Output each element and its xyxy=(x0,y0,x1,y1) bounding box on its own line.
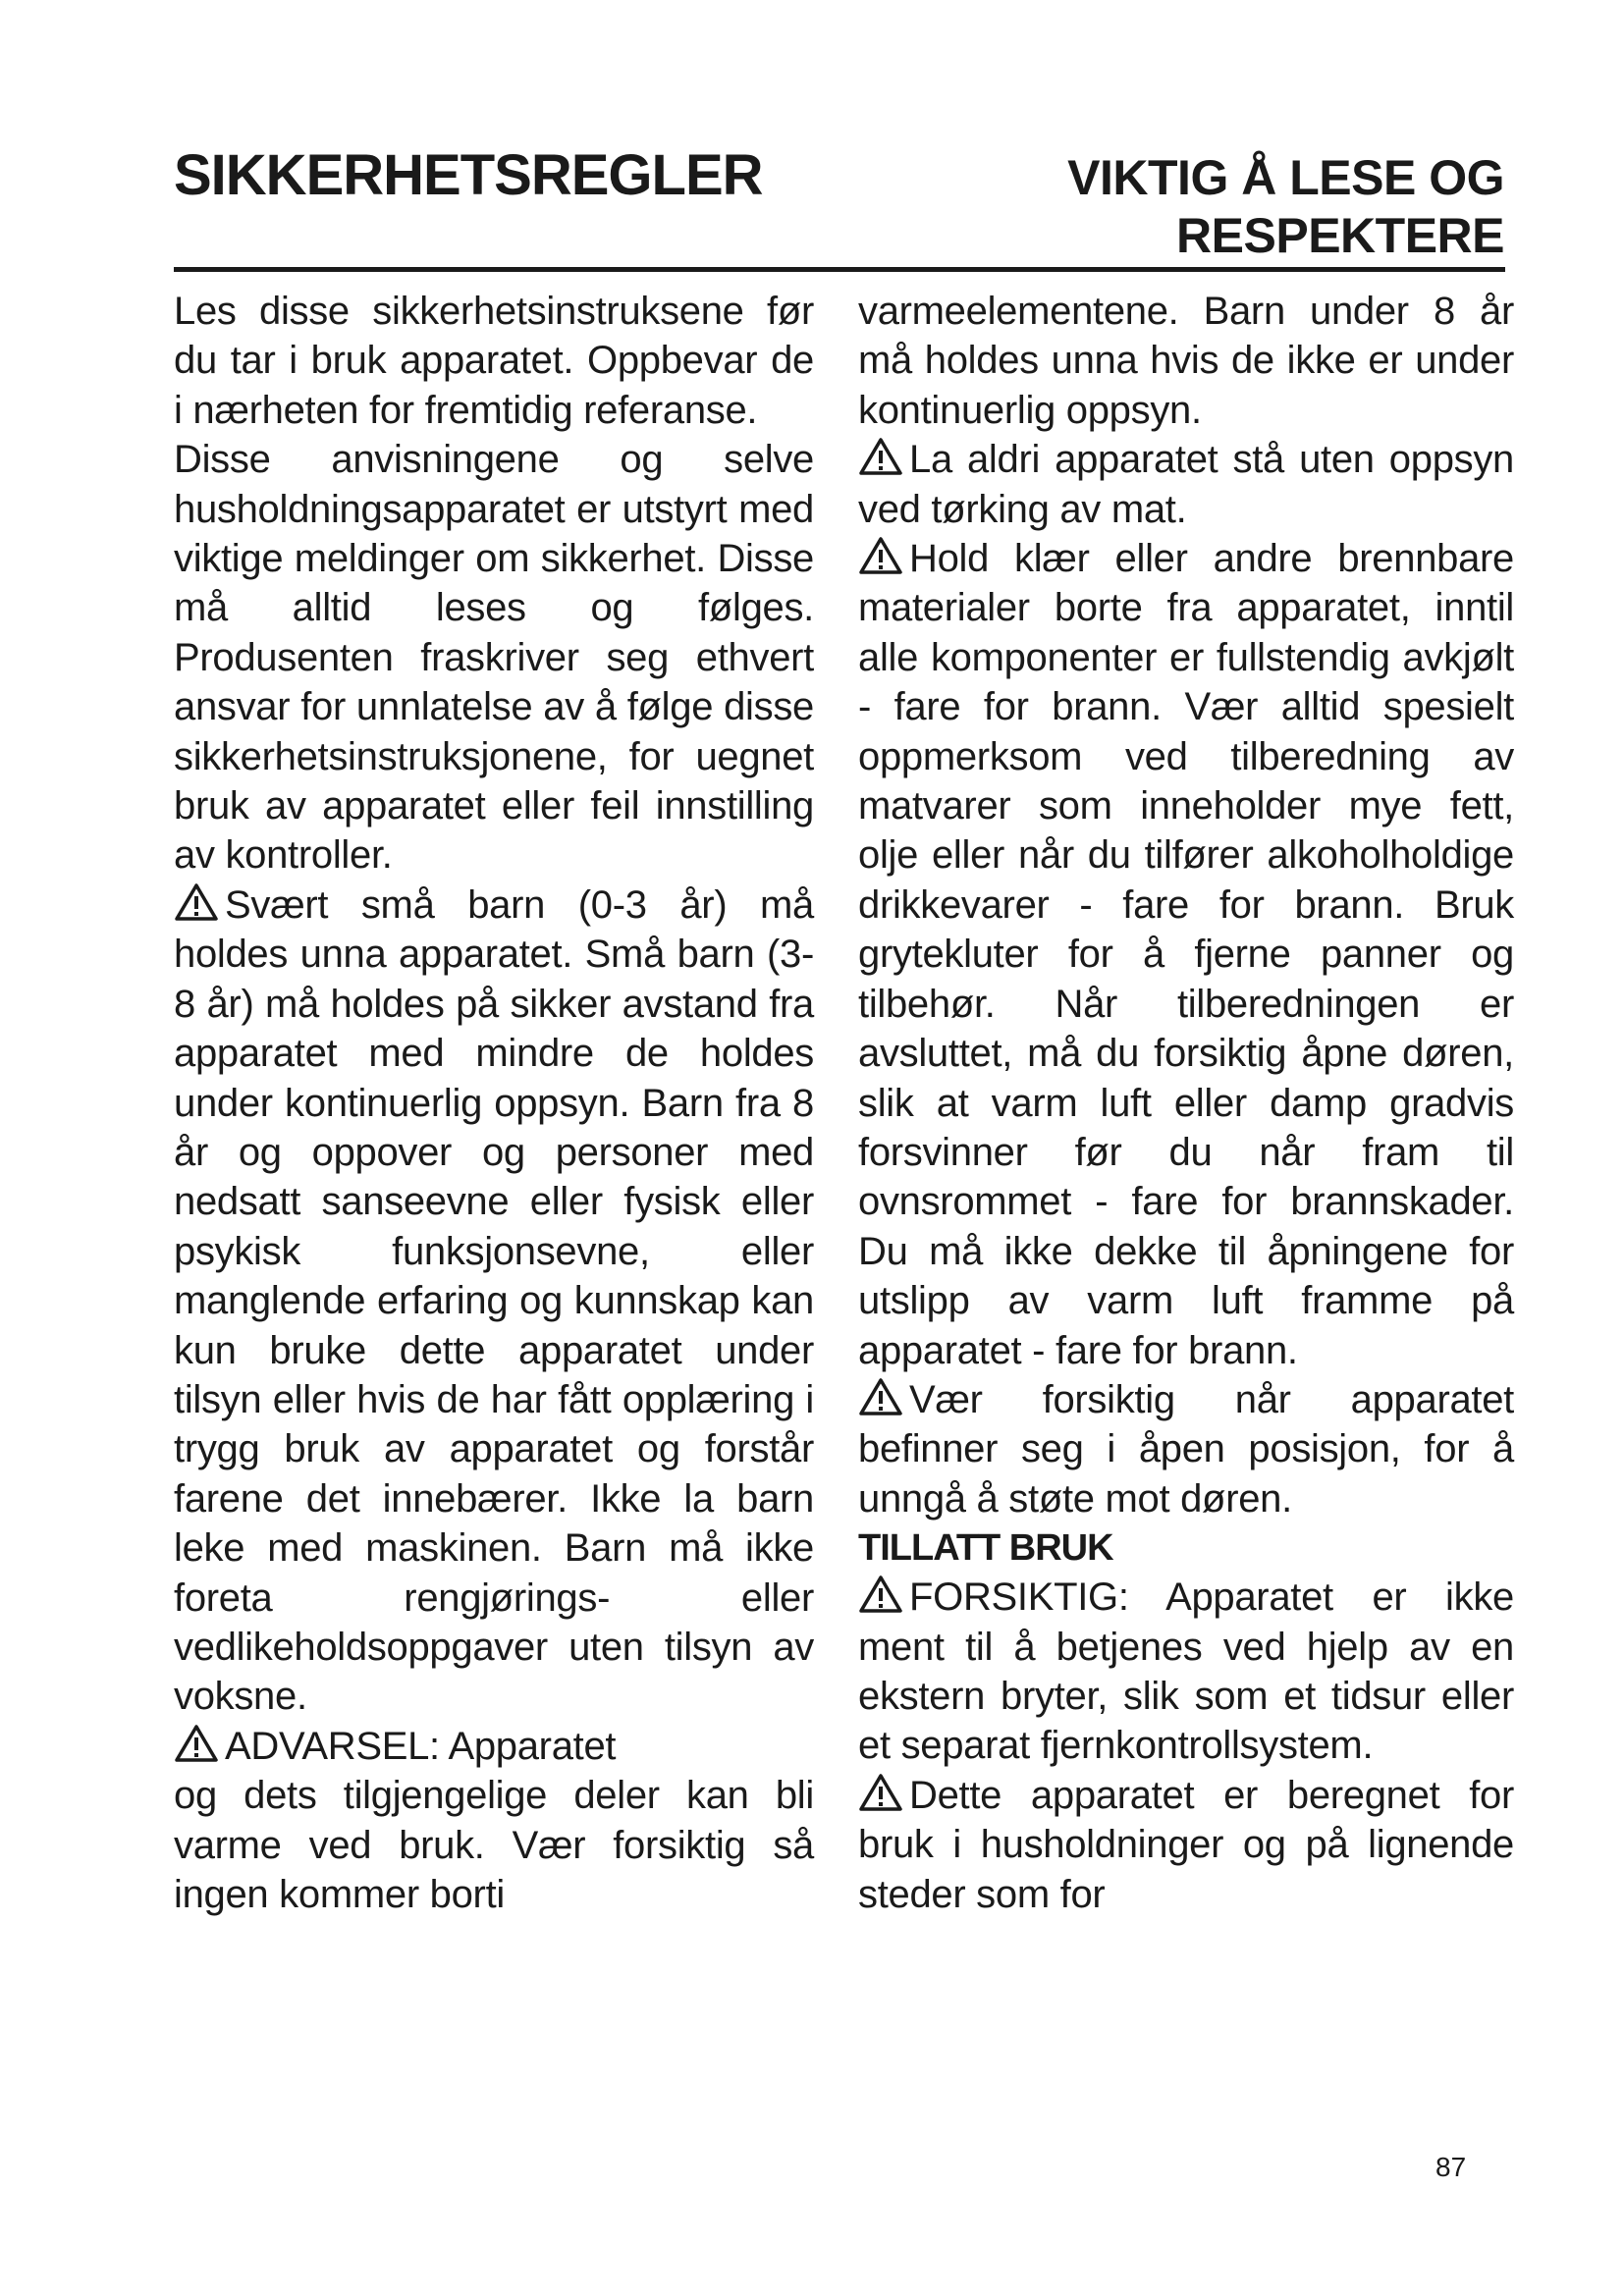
page-number: 87 xyxy=(1435,2152,1467,2182)
right-column xyxy=(858,287,1514,1919)
external-switch-warning xyxy=(858,1573,1514,1771)
intro-paragraph: Les disse sikkerhetsinstruksene før du tar i bruk apparatet. Oppbevar de i nærheten for fremtidig referanse. xyxy=(174,290,814,432)
unattended-warning xyxy=(858,435,1514,534)
manufacturer-paragraph: Disse anvisningene og selve husholdningsapparatet er utstyrt med viktige meldinger om sikkerhet. Disse må alltid leses og følges. Produsenten fraskriver seg ethvert ansvar for unnlatelse av å følge disse sikkerhetsinstruksjonene, for uegnet bruk av apparatet eller feil innstilling av kontroller. xyxy=(174,438,814,878)
hot-parts-warning-label xyxy=(174,1722,814,1771)
left-column xyxy=(174,287,814,1919)
warning-triangle-icon xyxy=(858,536,903,575)
hot-parts-warning-text: og dets tilgjengelige deler kan bli varme ved bruk. Vær forsiktig så ingen kommer borti xyxy=(174,1774,814,1916)
section-heading-permitted-use: TILLATT BRUK xyxy=(858,1527,1113,1570)
page-subtitle: VIKTIG Å LESE OG RESPEKTERE xyxy=(1067,150,1504,263)
warning-triangle-icon xyxy=(858,1773,903,1812)
warning-triangle-icon xyxy=(858,437,903,476)
door-warning-text: Vær forsiktig når apparatet befinner seg i åpen posisjon, for å unngå å støte mot døren. xyxy=(858,1377,1514,1521)
fire-hazard-warning xyxy=(858,534,1514,1375)
children-warning xyxy=(174,881,814,1722)
fire-hazard-warning-text: Hold klær eller andre brennbare materialer borte fra apparatet, inntil alle komponenter er fullstendig avkjølt - fare for brann. Vær alltid spesielt oppmerksom ved tilberedning av matvarer som inneholder mye fett, olje eller når du tilfører alkoholholdige drikkevarer - fare for brann. Bruk grytekluter for å fjerne panner og tilbehør. Når tilberedningen er avsluttet, må du forsiktig åpne døren, slik at varm luft eller damp gradvis forsvinner før du når fram til ovnsrommet - fare for brannskader. Du må ikke dekke til åpningene for utslipp av varm luft framme på apparatet - fare for brann. xyxy=(858,537,1514,1372)
unattended-warning-text: La aldri apparatet stå uten oppsyn ved tørking av mat. xyxy=(858,438,1514,531)
warning-triangle-icon xyxy=(858,1575,903,1614)
page-title: SIKKERHETSREGLER xyxy=(174,143,763,207)
warning-triangle-icon xyxy=(174,882,219,922)
household-use-warning-text: Dette apparatet er beregnet for bruk i husholdninger og på lignende steder som for xyxy=(858,1773,1514,1916)
children-warning-text: Svært små barn (0-3 år) må holdes unna apparatet. Små barn (3-8 år) må holdes på sikker avstand fra apparatet med mindre de holdes under kontinuerlig oppsyn. Barn fra 8 år og oppover og personer med nedsatt sanseevne eller fysisk eller psykisk funksjonsevne, eller manglende erfaring og kunnskap kan kun bruke dette apparatet under tilsyn eller hvis de har fått opplæring i trygg bruk av apparatet og forstår farene det innebærer. Ikke la barn leke med maskinen. Barn må ikke foreta rengjørings- eller vedlikeholdsoppgaver uten tilsyn av voksne. xyxy=(174,882,814,1719)
warning-triangle-icon xyxy=(858,1377,903,1416)
door-warning xyxy=(858,1375,1514,1523)
heating-elements-paragraph: varmeelementene. Barn under 8 år må holdes unna hvis de ikke er under kontinuerlig oppsyn. xyxy=(858,290,1514,432)
header-divider xyxy=(174,267,1505,272)
household-use-warning xyxy=(858,1771,1514,1919)
warning-triangle-icon xyxy=(174,1724,219,1763)
external-switch-warning-text: FORSIKTIG: Apparatet er ikke ment til å betjenes ved hjelp av en ekstern bryter, slik som et tidsur eller et separat fjernkontrollsystem. xyxy=(858,1575,1514,1768)
advarsel-label: ADVARSEL: Apparatet xyxy=(225,1724,617,1768)
